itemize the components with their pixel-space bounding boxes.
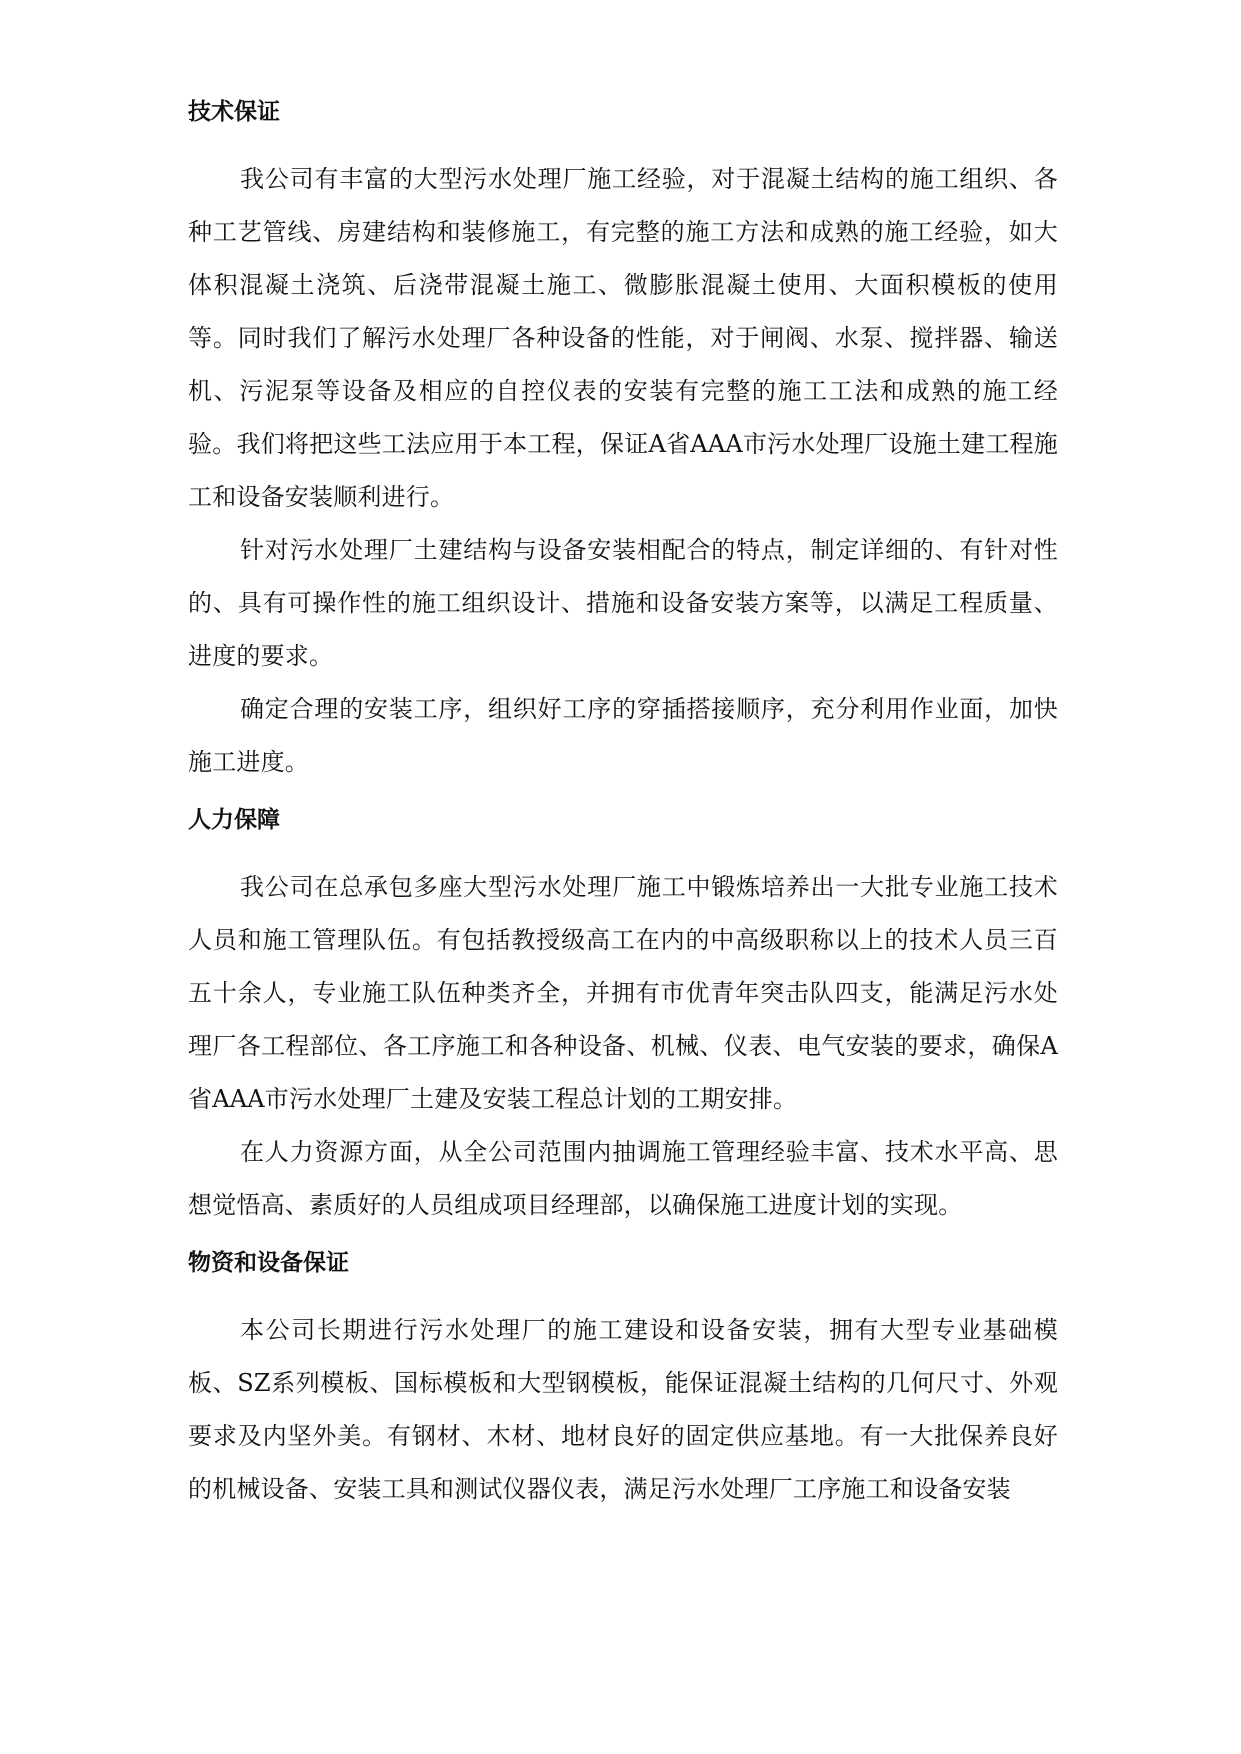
section-heading: 人力保障 — [188, 807, 280, 833]
section-technical-guarantee — [188, 95, 1058, 789]
paragraph: 我公司在总承包多座大型污水处理厂施工中锻炼培养出一大批专业施工技术人员和施工管理队伍。有包括教授级高工在内的中高级职称以上的技术人员三百五十余人，专业施工队伍种类齐全，并拥有市优青年突击队四支，能满足污水处理厂各工程部位、各工序施工和各种设备、机械、仪表、电气安装的要求，确保A省AAA市污水处理厂土建及安装工程总计划的工期安排。 — [188, 873, 1058, 1113]
paragraph: 在人力资源方面，从全公司范围内抽调施工管理经验丰富、技术水平高、思想觉悟高、素质好的人员组成项目经理部，以确保施工进度计划的实现。 — [188, 1138, 1058, 1219]
section-heading: 物资和设备保证 — [188, 1250, 349, 1276]
document-body — [188, 95, 1058, 1516]
section-materials-equipment-guarantee — [188, 1246, 1058, 1516]
section-manpower-guarantee — [188, 803, 1058, 1232]
section-heading: 技术保证 — [188, 99, 280, 125]
paragraph: 针对污水处理厂土建结构与设备安装相配合的特点，制定详细的、有针对性的、具有可操作性的施工组织设计、措施和设备安装方案等，以满足工程质量、进度的要求。 — [188, 536, 1058, 670]
paragraph: 我公司有丰富的大型污水处理厂施工经验，对于混凝土结构的施工组织、各种工艺管线、房建结构和装修施工，有完整的施工方法和成熟的施工经验，如大体积混凝土浇筑、后浇带混凝土施工、微膨胀混凝土使用、大面积模板的使用等。同时我们了解污水处理厂各种设备的性能，对于闸阀、水泵、搅拌器、输送机、污泥泵等设备及相应的自控仪表的安装有完整的施工工法和成熟的施工经验。我们将把这些工法应用于本工程，保证A省AAA市污水处理厂设施土建工程施工和设备安装顺利进行。 — [188, 165, 1058, 511]
paragraph: 确定合理的安装工序，组织好工序的穿插搭接顺序，充分利用作业面，加快施工进度。 — [188, 695, 1058, 776]
paragraph: 本公司长期进行污水处理厂的施工建设和设备安装，拥有大型专业基础模板、SZ系列模板、国标模板和大型钢模板，能保证混凝土结构的几何尺寸、外观要求及内坚外美。有钢材、木材、地材良好的固定供应基地。有一大批保养良好的机械设备、安装工具和测试仪器仪表，满足污水处理厂工序施工和设备安装 — [188, 1316, 1058, 1503]
